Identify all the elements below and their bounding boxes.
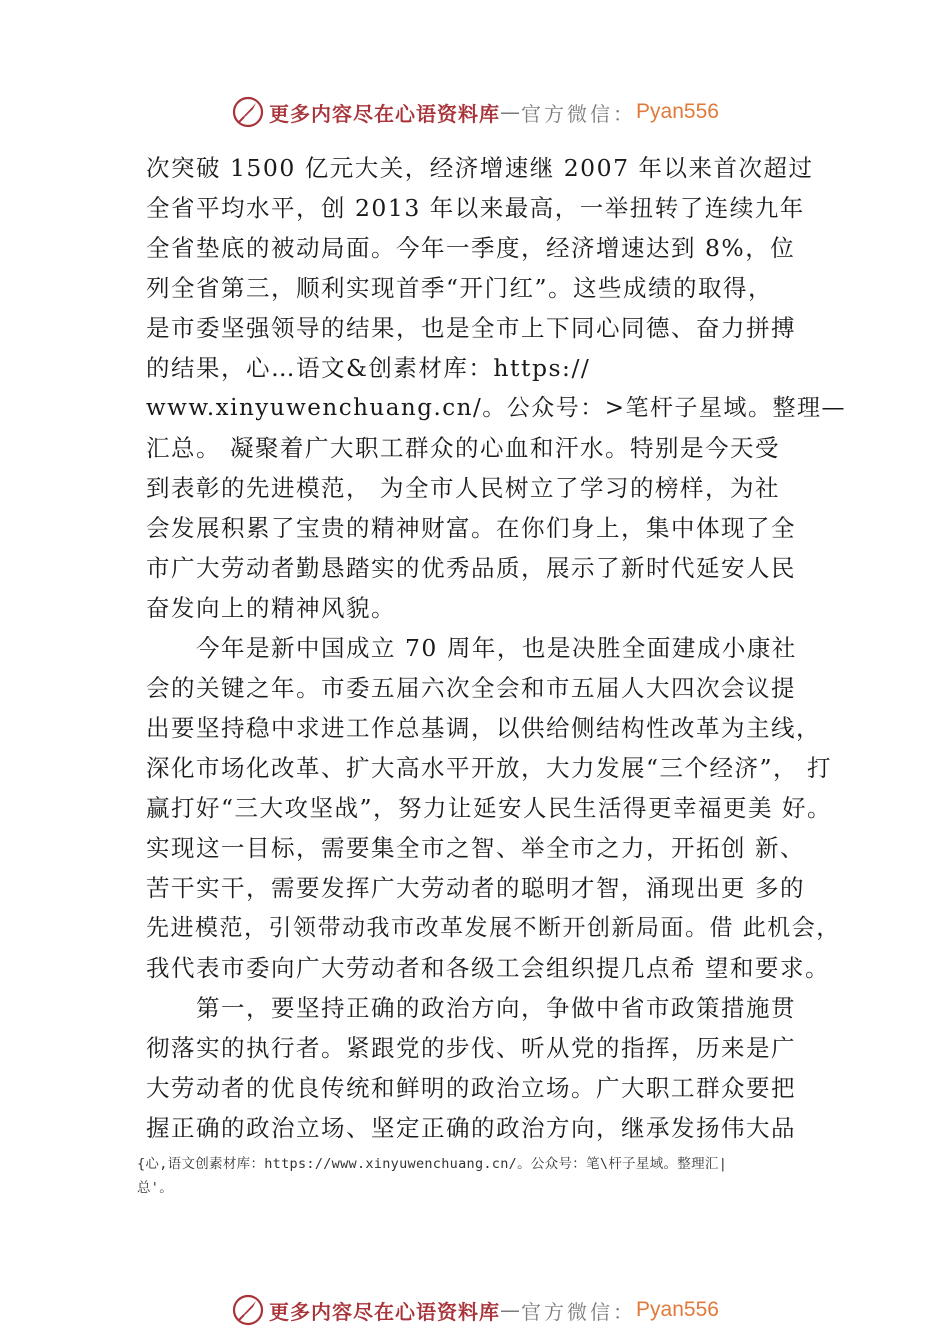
text-line: 奋发向上的精神风貌。 <box>146 594 396 622</box>
text-line: 会的关键之年。市委五届六次全会和市五届人大四次会议提 <box>146 674 796 702</box>
text-line: 实现这一目标，需要集全市之智、举全市之力，开拓创 新、 <box>146 834 805 862</box>
banner-handle: Pyan556 <box>636 100 719 123</box>
footnote-line: 总'。 <box>137 1180 174 1196</box>
banner-title: 更多内容尽在心语资料库 <box>269 1299 501 1324</box>
text-line: 全省平均水平，创 2013 年以来最高，一举扭转了连续九年 <box>146 194 805 222</box>
text-line: 第一，要坚持正确的政治方向，争做中省市政策措施贯 <box>196 994 796 1022</box>
text-line: 今年是新中国成立 70 周年，也是决胜全面建成小康社 <box>196 634 797 662</box>
quill-seal-icon <box>231 1293 265 1327</box>
footnote-line: {心,语文创素材库：https://www.xinyuwenchuang.cn/。公众号：笔\杆子星域。整理汇| <box>137 1156 728 1172</box>
text-line: 大劳动者的优良传统和鲜明的政治立场。广大职工群众要把 <box>146 1074 796 1102</box>
text-line: 次突破 1500 亿元大关，经济增速继 2007 年以来首次超过 <box>146 154 814 182</box>
text-line: 赢打好“三大攻坚战”，努力让延安人民生活得更幸福更美 好。 <box>146 794 832 822</box>
footnote <box>137 1152 837 1200</box>
text-line: 握正确的政治立场、坚定正确的政治方向，继承发扬伟大品 <box>146 1114 796 1142</box>
text-line: 先进模范，引领带动我市改革发展不断开创新局面。借 此机会， <box>146 915 841 941</box>
banner-separator: — <box>500 100 522 124</box>
banner-separator: — <box>500 1298 522 1322</box>
text-line: 全省垫底的被动局面。今年一季度，经济增速达到 8%，位 <box>146 234 796 262</box>
document-body <box>146 148 846 1148</box>
text-line: 我代表市委向广大劳动者和各级工会组织提几点希 望和要求。 <box>146 954 830 982</box>
text-line: 苦干实干，需要发挥广大劳动者的聪明才智，涌现出更 多的 <box>146 874 805 902</box>
banner-handle: Pyan556 <box>636 1298 719 1321</box>
banner-title: 更多内容尽在心语资料库 <box>269 101 501 126</box>
text-line: 出要坚持稳中求进工作总基调，以供给侧结构性改革为主线， <box>146 714 821 742</box>
footer-banner <box>0 1290 950 1330</box>
header-banner <box>0 92 950 132</box>
text-line: www.xinyuwenchuang.cn/。公众号：>笔杆子星域。整理— <box>146 395 846 421</box>
text-line: 深化市场化改革、扩大高水平开放，大力发展“三个经济”， 打 <box>146 754 832 782</box>
banner-label: 官方微信： <box>521 101 637 126</box>
text-line: 彻落实的执行者。紧跟党的步伐、听从党的指挥，历来是广 <box>146 1034 796 1062</box>
text-line: 是市委坚强领导的结果，也是全市上下同心同德、奋力拼搏 <box>146 314 796 342</box>
text-line: 到表彰的先进模范， 为全市人民树立了学习的榜样，为社 <box>146 474 780 502</box>
text-line: 市广大劳动者勤恳踏实的优秀品质，展示了新时代延安人民 <box>146 554 796 582</box>
text-line: 的结果，心…语文&创素材库：https:// <box>146 354 591 382</box>
text-line: 会发展积累了宝贵的精神财富。在你们身上，集中体现了全 <box>146 514 796 542</box>
text-line: 列全省第三，顺利实现首季“开门红”。这些成绩的取得， <box>146 274 774 302</box>
quill-seal-icon <box>231 95 265 129</box>
banner-label: 官方微信： <box>521 1299 637 1324</box>
text-line: 汇总。 凝聚着广大职工群众的心血和汗水。特别是今天受 <box>146 434 780 462</box>
